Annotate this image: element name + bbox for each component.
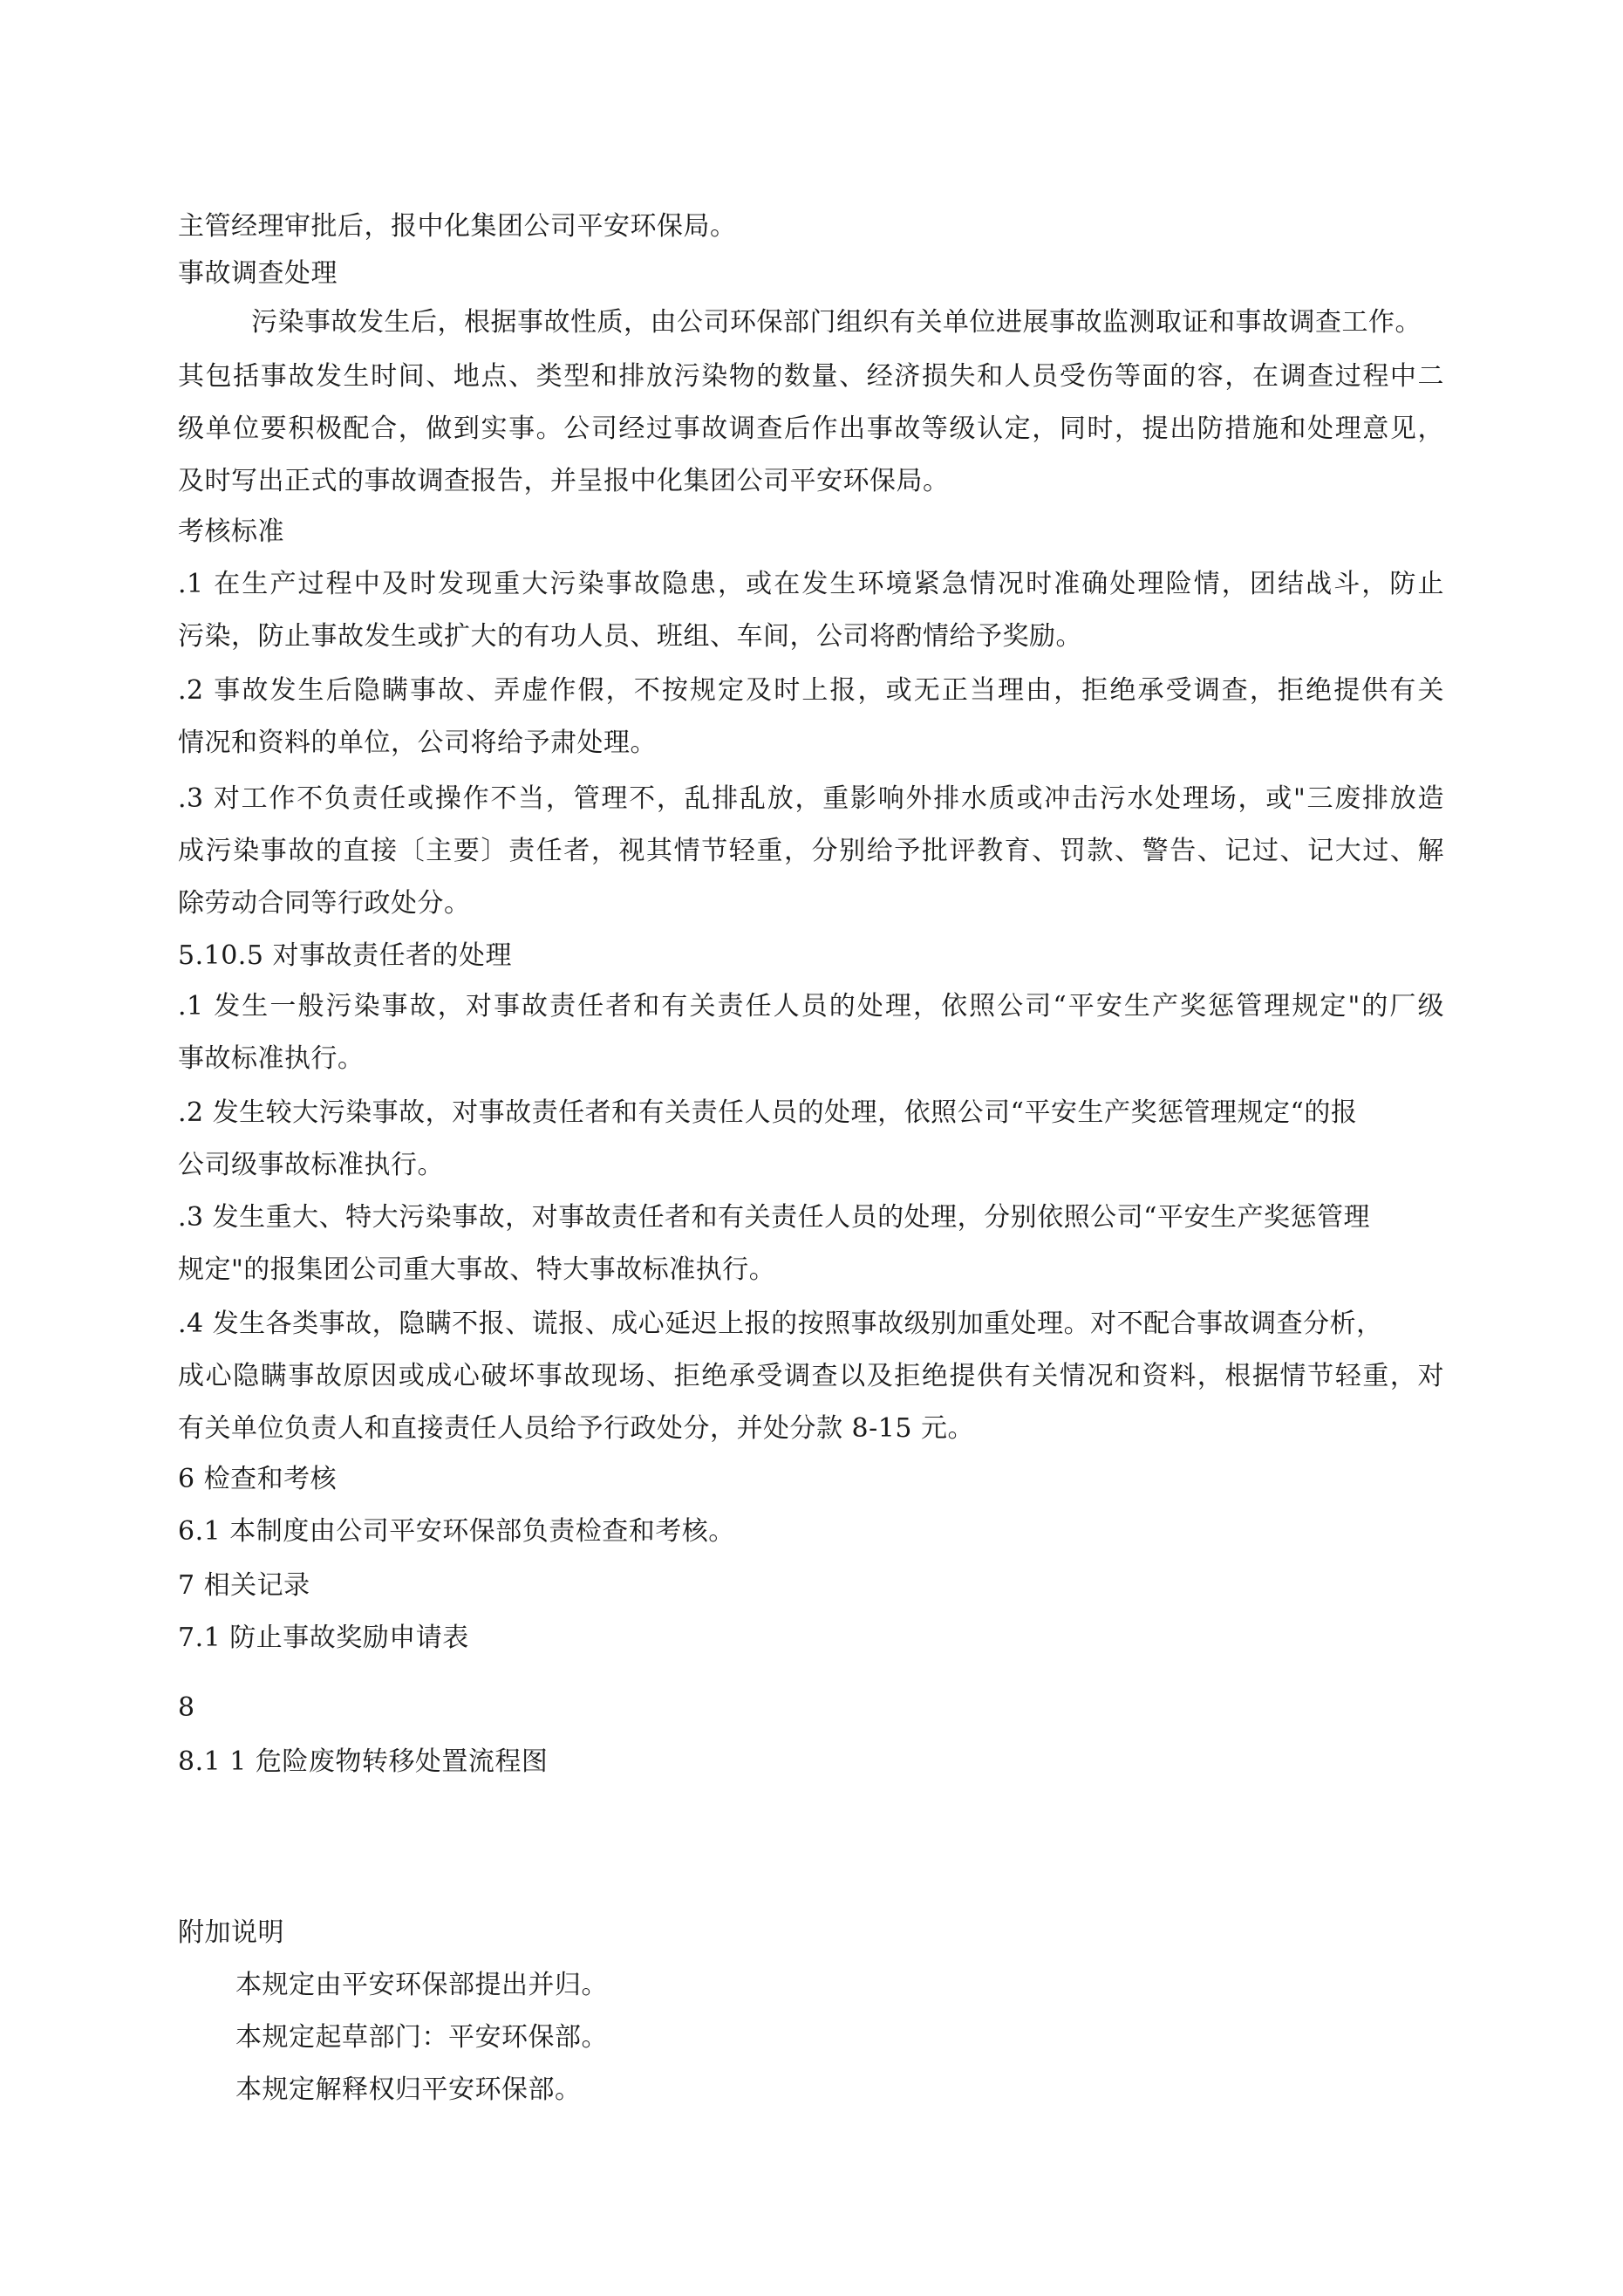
text-line: .1 发生一般污染事故，对事故责任者和有关责任人员的处理，依照公司“平安生产奖惩管理规定"的厂级 (178, 991, 1444, 1022)
text-line: 成污染事故的直接〔主要〕责任者，视其情节轻重，分别给予批评教育、罚款、警告、记过、记大过、解 (178, 836, 1444, 866)
text-line: .2 发生较大污染事故，对事故责任者和有关责任人员的处理，依照公司“平安生产奖惩管理规定“的报 (178, 1097, 1358, 1128)
text-line: 8.1 1 危险废物转移处置流程图 (178, 1746, 549, 1777)
text-line: 级单位要积极配合，做到实事。公司经过事故调查后作出事故等级认定，同时，提出防措施和处理意见， (178, 413, 1444, 444)
text-line: 及时写出正式的事故调查报告，并呈报中化集团公司平安环保局。 (178, 466, 950, 496)
text-line: 本规定解释权归平安环保部。 (235, 2074, 582, 2105)
text-line: 主管经理审批后，报中化集团公司平安环保局。 (178, 211, 737, 242)
section-heading: 附加说明 (178, 1917, 284, 1948)
section-heading: 8 (178, 1692, 195, 1723)
section-heading: 5.10.5 对事故责任者的处理 (178, 940, 512, 971)
section-heading: 事故调查处理 (178, 258, 338, 289)
text-line: .3 对工作不负责任或操作不当，管理不，乱排乱放，重影响外排水质或冲击污水处理场，或"三废排放造 (178, 783, 1444, 814)
text-line: 成心隐瞒事故原因或成心破坏事故现场、拒绝承受调查以及拒绝提供有关情况和资料，根据情节轻重，对 (178, 1361, 1444, 1391)
section-heading: 7 相关记录 (178, 1570, 310, 1601)
text-line: 除劳动合同等行政处分。 (178, 888, 471, 919)
text-line: 其包括事故发生时间、地点、类型和排放污染物的数量、经济损失和人员受伤等面的容，在调查过程中二 (178, 361, 1444, 392)
text-line: 6.1 本制度由公司平安环保部负责检查和考核。 (178, 1516, 735, 1547)
text-line: 规定"的报集团公司重大事故、特大事故标准执行。 (178, 1254, 776, 1285)
text-line: .4 发生各类事故，隐瞒不报、谎报、成心延迟上报的按照事故级别加重处理。对不配合事故调查分析， (178, 1309, 1383, 1339)
text-line: .1 在生产过程中及时发现重大污染事故隐患，或在发生环境紧急情况时准确处理险情，团结战斗，防止 (178, 569, 1444, 599)
text-line: 污染，防止事故发生或扩大的有功人员、班组、车间，公司将酌情给予奖励。 (178, 621, 1082, 652)
text-line: .2 事故发生后隐瞒事故、弄虚作假，不按规定及时上报，或无正当理由，拒绝承受调查，拒绝提供有关 (178, 675, 1444, 706)
text-line: 事故标准执行。 (178, 1043, 365, 1074)
section-heading: 考核标准 (178, 516, 284, 547)
text-line: 7.1 防止事故奖励申请表 (178, 1623, 469, 1653)
text-line: 公司级事故标准执行。 (178, 1150, 444, 1180)
text-line: 有关单位负责人和直接责任人员给予行政处分，并处分款 8-15 元。 (178, 1413, 974, 1444)
text-line: 情况和资料的单位，公司将给予肃处理。 (178, 728, 657, 758)
section-heading: 6 检查和考核 (178, 1464, 338, 1494)
text-line: 污染事故发生后，根据事故性质，由公司环保部门组织有关单位进展事故监测取证和事故调查工作。 (251, 307, 1422, 338)
text-line: 本规定起草部门：平安环保部。 (235, 2022, 608, 2053)
text-line: 本规定由平安环保部提出并归。 (235, 1970, 608, 2000)
text-line: .3 发生重大、特大污染事故，对事故责任者和有关责任人员的处理，分别依照公司“平安生产奖惩管理 (178, 1202, 1370, 1233)
